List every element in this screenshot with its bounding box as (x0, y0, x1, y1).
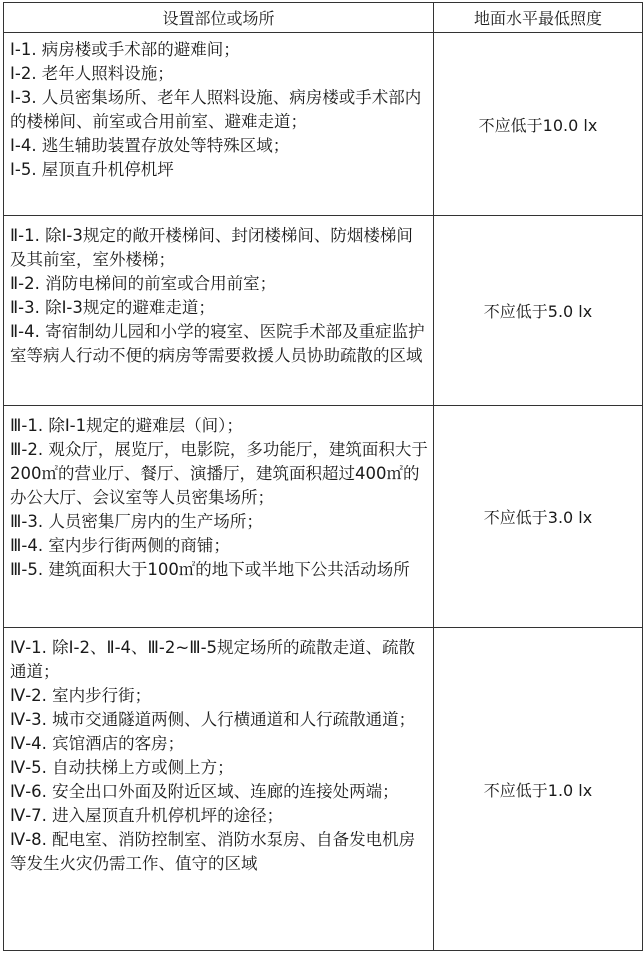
location-line: Ⅲ-1. 除Ⅰ-1规定的避难层（间）； (10, 416, 243, 435)
location-line: Ⅳ-4. 宾馆酒店的客房； (10, 734, 185, 753)
illuminance-value: 不应低于5.0 lx (434, 216, 643, 406)
location-line: Ⅱ-3. 除Ⅰ-3规定的避难走道； (10, 298, 215, 317)
location-line: Ⅰ-2. 老年人照料设施； (10, 64, 174, 83)
location-line: Ⅲ-3. 人员密集厂房内的生产场所； (10, 512, 263, 531)
location-line: Ⅰ-4. 逃生辅助装置存放处等特殊区域； (10, 136, 290, 155)
location-line: Ⅲ-4. 室内步行街两侧的商铺； (10, 536, 230, 555)
location-line: Ⅳ-8. 配电室、消防控制室、消防水泵房、自备发电机房等发生火灾仍需工作、值守的区域 (10, 830, 416, 873)
header-row (4, 3, 643, 33)
table-row-group-2 (4, 216, 643, 406)
location-line: Ⅳ-5. 自动扶梯上方或侧上方； (10, 758, 234, 777)
location-line: Ⅲ-5. 建筑面积大于100㎡的地下或半地下公共活动场所 (10, 560, 410, 579)
table-row-group-1 (4, 33, 643, 216)
location-line: Ⅳ-7. 进入屋顶直升机停机坪的途径； (10, 806, 284, 825)
location-line: Ⅳ-3. 城市交通隧道两侧、人行横通道和人行疏散通道； (10, 710, 416, 729)
table-row-group-3 (4, 406, 643, 628)
location-line: Ⅲ-2. 观众厅，展览厅，电影院，多功能厅，建筑面积大于200㎡的营业厅、餐厅、演播厅，建筑面积超过400㎡的办公大厅、会议室等人员密集场所； (10, 440, 428, 507)
illuminance-value: 不应低于1.0 lx (434, 628, 643, 951)
illuminance-value: 不应低于10.0 lx (434, 33, 643, 216)
table-row-group-4 (4, 628, 643, 951)
location-line: Ⅰ-3. 人员密集场所、老年人照料设施、病房楼或手术部内的楼梯间、前室或合用前室、避难走道； (10, 88, 422, 131)
location-line: Ⅱ-4. 寄宿制幼儿园和小学的寝室、医院手术部及重症监护室等病人行动不便的病房等需要救援人员协助疏散的区域 (10, 322, 425, 365)
locations-cell (4, 33, 434, 216)
illuminance-table (3, 2, 643, 951)
location-line: Ⅳ-6. 安全出口外面及附近区域、连廊的连接处两端； (10, 782, 399, 801)
illuminance-value: 不应低于3.0 lx (434, 406, 643, 628)
location-line: Ⅳ-2. 室内步行街； (10, 686, 152, 705)
locations-cell (4, 628, 434, 951)
locations-cell (4, 216, 434, 406)
locations-cell (4, 406, 434, 628)
header-location: 设置部位或场所 (4, 3, 434, 33)
location-line: Ⅳ-1. 除Ⅰ-2、Ⅱ-4、Ⅲ-2~Ⅲ-5规定场所的疏散走道、疏散通道； (10, 638, 416, 681)
location-line: Ⅱ-1. 除Ⅰ-3规定的敞开楼梯间、封闭楼梯间、防烟楼梯间及其前室，室外楼梯； (10, 226, 413, 269)
location-line: Ⅱ-2. 消防电梯间的前室或合用前室； (10, 274, 277, 293)
location-line: Ⅰ-5. 屋顶直升机停机坪 (10, 160, 174, 179)
location-line: Ⅰ-1. 病房楼或手术部的避难间； (10, 40, 240, 59)
header-illuminance: 地面水平最低照度 (434, 3, 643, 33)
